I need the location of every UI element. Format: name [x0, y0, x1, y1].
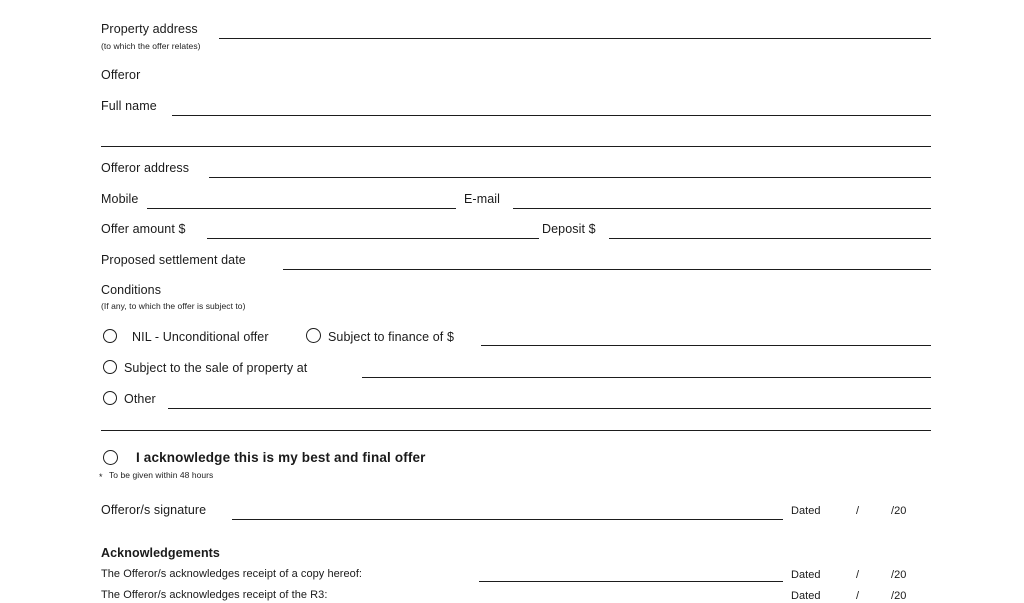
- offer-amount-input-line[interactable]: [207, 238, 539, 239]
- radio-other[interactable]: [103, 391, 117, 405]
- proposed-settlement-date-label: Proposed settlement date: [101, 253, 246, 267]
- dated-year-signature: /20: [891, 505, 907, 517]
- deposit-input-line[interactable]: [609, 238, 931, 239]
- other-input-line[interactable]: [168, 408, 931, 409]
- acknowledgements-heading: Acknowledgements: [101, 546, 220, 560]
- email-input-line[interactable]: [513, 208, 931, 209]
- radio-nil-unconditional-offer[interactable]: [103, 329, 117, 343]
- deposit-label: Deposit $: [542, 222, 596, 236]
- conditions-heading: Conditions: [101, 283, 162, 297]
- dated-slash-r3: /: [856, 590, 860, 602]
- property-address-note: (to which the offer relates): [101, 41, 201, 51]
- offeror-address-input-line[interactable]: [209, 177, 931, 178]
- radio-subject-to-sale[interactable]: [103, 360, 117, 374]
- radio-best-and-final-offer[interactable]: [103, 450, 118, 465]
- full-name-continuation-line[interactable]: [101, 146, 931, 147]
- property-address-input-line[interactable]: [219, 38, 931, 39]
- signature-label: Offeror/s signature: [101, 503, 207, 517]
- offer-amount-label: Offer amount $: [101, 222, 186, 236]
- radio-label-other: Other: [124, 392, 156, 406]
- dated-slash-copy-hereof: /: [856, 569, 860, 581]
- full-name-input-line[interactable]: [172, 115, 931, 116]
- email-label: E-mail: [464, 192, 501, 206]
- other-continuation-line[interactable]: [101, 430, 931, 431]
- dated-label-r3: Dated: [791, 590, 821, 602]
- subject-to-sale-input-line[interactable]: [362, 377, 931, 378]
- radio-label-subject-to-finance: Subject to finance of $: [328, 330, 454, 344]
- radio-label-subject-to-sale: Subject to the sale of property at: [124, 361, 308, 375]
- mobile-label: Mobile: [101, 192, 139, 206]
- radio-label-nil-unconditional-offer: NIL - Unconditional offer: [132, 330, 269, 344]
- mobile-input-line[interactable]: [147, 208, 456, 209]
- dated-year-r3: /20: [891, 590, 907, 602]
- acknowledgement-copy-hereof-input-line[interactable]: [479, 581, 783, 582]
- best-and-final-offer-label: I acknowledge this is my best and final offer: [136, 450, 426, 465]
- dated-label-signature: Dated: [791, 505, 821, 517]
- footnote-asterisk: *: [99, 472, 103, 482]
- full-name-label: Full name: [101, 99, 157, 113]
- dated-slash-signature: /: [856, 505, 860, 517]
- acknowledgement-r3-label: The Offeror/s acknowledges receipt of the R3:: [101, 589, 328, 601]
- offeror-heading: Offeror: [101, 68, 141, 82]
- acknowledgement-copy-hereof-label: The Offeror/s acknowledges receipt of a copy hereof:: [101, 568, 363, 580]
- property-address-label: Property address: [101, 22, 198, 36]
- conditions-note: (If any, to which the offer is subject to): [101, 301, 246, 311]
- dated-year-copy-hereof: /20: [891, 569, 907, 581]
- offeror-address-label: Offeror address: [101, 161, 190, 175]
- subject-to-finance-input-line[interactable]: [481, 345, 931, 346]
- signature-input-line[interactable]: [232, 519, 783, 520]
- proposed-settlement-date-input-line[interactable]: [283, 269, 931, 270]
- best-and-final-offer-footnote: To be given within 48 hours: [109, 470, 214, 480]
- dated-label-copy-hereof: Dated: [791, 569, 821, 581]
- radio-subject-to-finance[interactable]: [306, 328, 321, 343]
